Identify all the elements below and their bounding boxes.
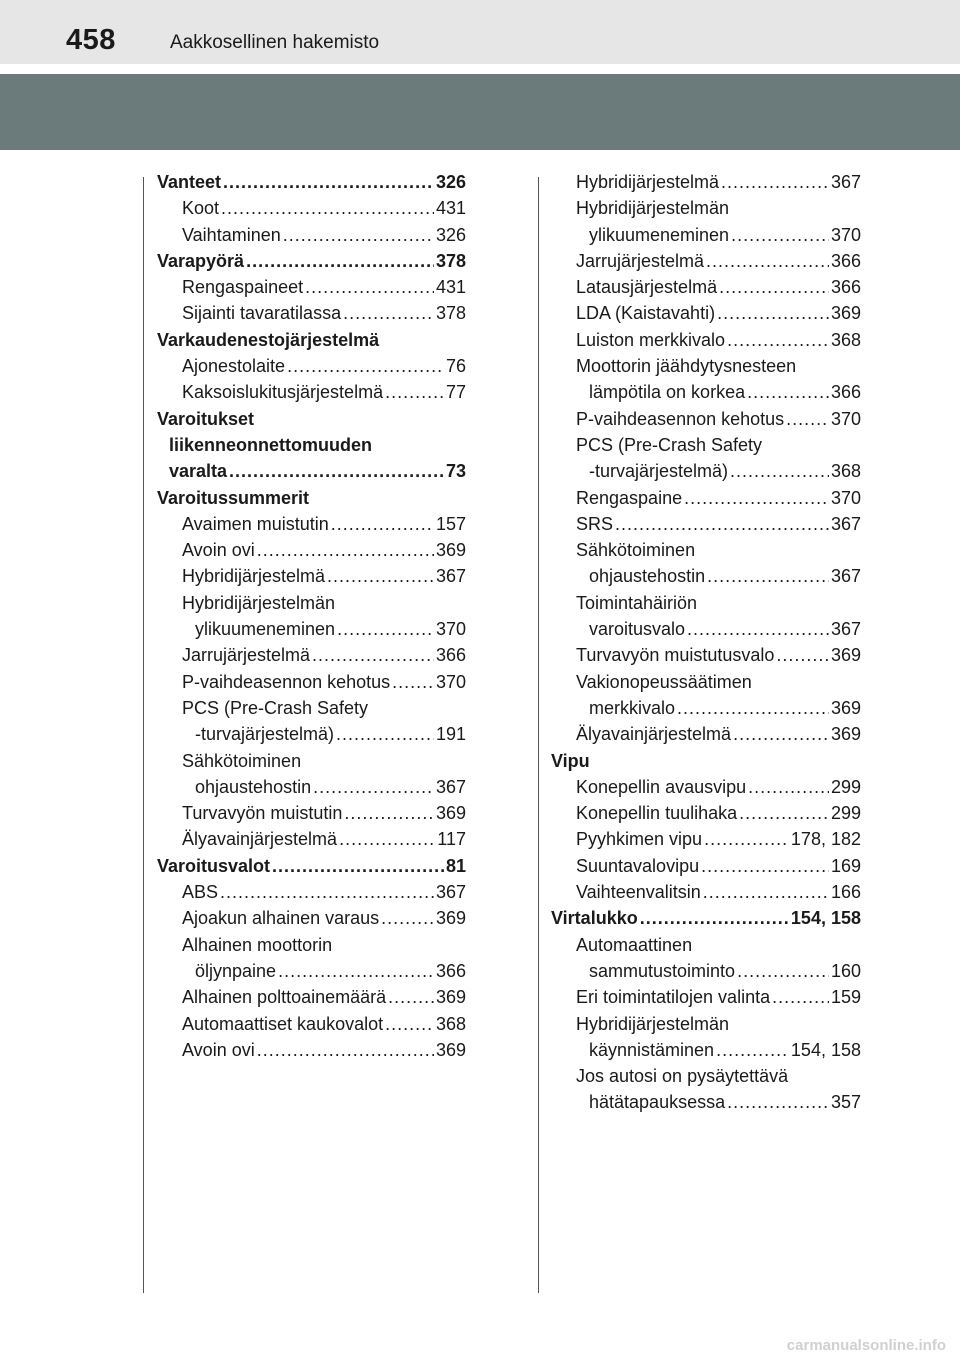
watermark: carmanualsonline.info [786,1337,946,1354]
index-entry-page: 368 [435,1013,466,1034]
index-entry-term: Hybridijärjestelmän [576,198,730,219]
index-entry-term: Varapyörä [157,250,245,271]
index-entry [551,511,861,537]
index-entry-page: 154, 158 [790,908,861,929]
index-entry-page: 369 [435,987,466,1008]
dot-leader [615,511,829,537]
index-entry-page: 366 [830,250,861,271]
dot-leader [305,274,434,300]
index-entry-page: 169 [830,855,861,876]
index-entry [551,169,861,195]
index-entry-page: 160 [830,960,861,981]
index-entry [551,984,861,1010]
index-entry-page: 367 [435,566,466,587]
index-entry-term: P-vaihdeasennon kehotus [182,671,391,692]
index-entry-term: Rengaspaine [576,487,683,508]
index-entry [157,195,466,221]
index-entry [551,195,861,221]
index-entry-page: 368 [830,461,861,482]
index-entry-term: P-vaihdeasennon kehotus [576,408,785,429]
index-entry [551,327,861,353]
index-entry [157,563,466,589]
index-entry-term: ylikuumeneminen [589,224,730,245]
index-entry [157,905,466,931]
index-entry-term: Hybridijärjestelmä [576,172,720,192]
index-entry-term: käynnistäminen [589,1039,715,1060]
index-entry-term: varalta [169,461,228,482]
index-entry [157,984,466,1010]
index-entry-term: Varkaudenestojärjestelmä [157,329,380,350]
dot-leader [327,563,434,589]
index-entry-term: Hybridijärjestelmän [182,592,336,613]
index-entry-term: Jarrujärjestelmä [576,250,705,271]
index-entry [551,563,861,589]
index-entry [551,748,861,774]
index-entry-term: ohjaustehostin [589,566,706,587]
index-entry-term: Turvavyön muistutusvalo [576,645,775,666]
index-entry [551,590,861,616]
page-header [0,0,960,64]
index-entry-page: 369 [830,645,861,666]
index-entry [157,248,466,274]
dot-leader [684,485,829,511]
index-entry-term: ohjaustehostin [195,776,312,797]
index-entry [551,274,861,300]
index-entry-page: 370 [435,619,466,640]
index-entry [551,1011,861,1037]
index-entry-page: 369 [830,697,861,718]
index-column-right [551,169,861,1116]
index-entry [551,406,861,432]
index-entry [157,327,466,353]
index-entry-term: Hybridijärjestelmän [576,1013,730,1034]
index-entry [551,800,861,826]
index-entry-term: Varoitusvalot [157,855,271,876]
index-entry [157,432,466,458]
index-entry-term: Vakionopeussäätimen [576,671,752,692]
dot-leader [701,853,829,879]
dot-leader [733,721,829,747]
index-entry-page: 326 [435,172,466,192]
index-entry [157,695,466,721]
index-entry [551,1063,861,1089]
index-entry-term: Jarrujärjestelmä [182,645,311,666]
index-entry [157,353,466,379]
dot-leader [721,169,829,195]
index-entry-page: 370 [830,224,861,245]
index-entry [157,800,466,826]
index-column-left [157,169,466,1063]
dot-leader [703,879,829,905]
index-entry-term: Vaihtaminen [182,224,281,245]
index-entry-term: PCS (Pre-Crash Safety [182,697,369,718]
index-entry-page: 154, 158 [790,1039,861,1060]
dot-leader [381,905,434,931]
index-entry [157,222,466,248]
dot-leader [776,642,829,668]
index-entry [157,879,466,905]
index-entry-page: 369 [435,908,466,929]
dot-leader [283,222,434,248]
dot-leader [748,774,829,800]
dot-leader [717,300,829,326]
index-entry-term: PCS (Pre-Crash Safety [576,434,763,455]
index-entry-page: 369 [435,803,466,824]
index-entry [157,590,466,616]
index-entry-term: hätätapauksessa [589,1092,726,1113]
index-entry-term: öljynpaine [195,960,277,981]
index-entry [157,642,466,668]
dot-leader [223,169,434,195]
left-column-rule [143,177,144,1293]
index-entry [157,1011,466,1037]
index-entry-page: 367 [830,172,861,192]
index-entry-term: Rengaspaineet [182,277,304,298]
index-entry-term: Suuntavalovipu [576,855,700,876]
index-entry-term: -turvajärjestelmä) [589,461,729,482]
index-entry [551,458,861,484]
index-entry [551,485,861,511]
index-entry-term: Automaattinen [576,934,693,955]
index-entry-page: 368 [830,329,861,350]
index-entry-term: Ajonestolaite [182,356,286,377]
index-entry [551,669,861,695]
index-entry [157,485,466,511]
index-entry-page: 367 [830,619,861,640]
index-entry [551,537,861,563]
index-entry-term: Koot [182,198,220,219]
index-entry-term: Sijainti tavaratilassa [182,303,342,324]
index-entry [157,537,466,563]
index-entry [157,169,466,195]
index-entry [551,1037,861,1063]
index-entry-page: 369 [435,1039,466,1060]
index-entry-page: 191 [435,724,466,745]
page-number: 458 [66,24,116,56]
page-title: Aakkosellinen hakemisto [170,32,380,53]
index-entry-page: 431 [435,198,466,219]
index-entry-page: 431 [435,277,466,298]
index-entry-term: sammutustoiminto [589,960,736,981]
index-entry [551,774,861,800]
dot-leader [730,458,829,484]
index-entry-term: Avoin ovi [182,1039,255,1060]
index-entry-term: Älyavainjärjestelmä [576,724,732,745]
index-entry [551,932,861,958]
index-entry-page: 369 [435,540,466,561]
index-entry-term: Alhainen moottorin [182,934,333,955]
index-entry-page: 166 [830,882,861,903]
index-entry-page: 81 [445,855,466,876]
index-entry-term: Vanteet [157,172,222,192]
dot-leader [331,511,434,537]
index-entry-term: Konepellin tuulihaka [576,803,738,824]
index-entry [551,222,861,248]
index-entry-page: 370 [830,408,861,429]
index-entry-term: ylikuumeneminen [195,619,336,640]
dot-leader [343,300,434,326]
dot-leader [220,879,434,905]
index-entry-page: 178, 182 [790,829,861,850]
index-entry-term: Luiston merkkivalo [576,329,726,350]
index-entry [157,853,466,879]
index-entry-term: Turvavyön muistutin [182,803,343,824]
dot-leader [385,379,444,405]
middle-column-rule [538,177,539,1293]
index-entry [157,826,466,852]
index-entry-term: Sähkötoiminen [182,750,302,771]
index-entry-page: 366 [830,382,861,403]
index-entry-term: lämpötila on korkea [589,382,746,403]
index-entry [157,748,466,774]
dot-leader [786,406,829,432]
dot-leader [388,984,434,1010]
index-entry-term: Varoitussummerit [157,487,310,508]
index-entry-page: 76 [445,356,466,377]
index-entry [157,300,466,326]
dot-leader [687,616,829,642]
index-entry [157,616,466,642]
dot-leader [739,800,829,826]
index-entry-page: 367 [435,776,466,797]
dot-leader [337,616,434,642]
dot-leader [221,195,434,221]
index-entry-page: 369 [830,724,861,745]
index-entry-term: merkkivalo [589,697,676,718]
index-entry [551,721,861,747]
index-entry [551,642,861,668]
index-entry-page: 117 [437,829,466,850]
index-entry [551,1089,861,1115]
index-entry [157,932,466,958]
dot-leader [312,642,434,668]
dot-leader [772,984,829,1010]
dot-leader [257,1037,434,1063]
dot-leader [719,274,829,300]
index-entry-term: SRS [576,513,614,534]
index-entry-term: Latausjärjestelmä [576,277,718,298]
dot-leader [257,537,434,563]
dot-leader [727,1089,829,1115]
index-entry-term: Hybridijärjestelmä [182,566,326,587]
index-entry [157,1037,466,1063]
dot-leader [313,774,434,800]
dot-leader [385,1011,434,1037]
dot-leader [704,826,789,852]
index-entry [551,879,861,905]
index-entry-page: 157 [435,513,466,534]
index-entry-term: Vaihteenvalitsin [576,882,701,903]
dot-leader [640,905,789,931]
dot-leader [747,379,829,405]
index-entry [551,353,861,379]
index-entry-term: ABS [182,882,219,903]
index-entry-page: 366 [830,277,861,298]
section-banner [0,74,960,150]
dot-leader [727,327,829,353]
index-entry [551,958,861,984]
index-entry-page: 77 [445,382,466,403]
dot-leader [339,826,435,852]
index-entry-term: Moottorin jäähdytysnesteen [576,356,797,377]
index-entry [157,406,466,432]
index-entry-page: 369 [830,303,861,324]
index-entry-page: 366 [435,645,466,666]
index-entry-term: Jos autosi on pysäytettävä [576,1066,789,1087]
dot-leader [336,721,434,747]
index-entry-page: 370 [435,671,466,692]
index-entry [551,248,861,274]
index-entry-term: Vipu [551,750,590,771]
index-entry-term: Varoitukset [157,408,255,429]
index-entry [551,695,861,721]
index-entry-term: varoitusvalo [589,619,686,640]
index-entry-page: 326 [435,224,466,245]
dot-leader [229,458,444,484]
index-entry-term: Konepellin avausvipu [576,776,747,797]
index-entry-page: 367 [830,566,861,587]
index-entry-page: 73 [445,461,466,482]
dot-leader [706,248,829,274]
index-entry-term: Automaattiset kaukovalot [182,1013,384,1034]
index-entry-term: Toimintahäiriön [576,592,698,613]
index-entry-term: Ajoakun alhainen varaus [182,908,380,929]
index-entry-page: 367 [435,882,466,903]
index-entry [157,274,466,300]
index-entry [157,669,466,695]
index-entry [157,958,466,984]
index-entry-page: 299 [830,803,861,824]
index-entry [551,432,861,458]
index-entry-term: Pyyhkimen vipu [576,829,703,850]
index-entry-page: 378 [435,250,466,271]
dot-leader [278,958,434,984]
index-entry-term: Virtalukko [551,908,638,929]
index-entry-page: 378 [435,303,466,324]
dot-leader [677,695,829,721]
index-entry [157,379,466,405]
index-entry-term: -turvajärjestelmä) [195,724,335,745]
index-entry-page: 357 [830,1092,861,1113]
dot-leader [716,1037,789,1063]
dot-leader [287,353,444,379]
index-entry [551,853,861,879]
index-entry-term: Sähkötoiminen [576,540,696,561]
dot-leader [272,853,444,879]
dot-leader [246,248,434,274]
index-entry-term: Avaimen muistutin [182,513,329,534]
dot-leader [731,222,829,248]
index-entry [157,511,466,537]
dot-leader [707,563,829,589]
index-entry-term: liikenneonnettomuuden [169,434,373,455]
index-entry [551,616,861,642]
index-entry-term: Älyavainjärjestelmä [182,829,338,850]
index-entry-page: 370 [830,487,861,508]
dot-leader [344,800,434,826]
index-entry [551,300,861,326]
index-entry [157,774,466,800]
index-entry-term: Eri toimintatilojen valinta [576,987,771,1008]
index-entry [157,721,466,747]
dot-leader [737,958,829,984]
index-entry [551,379,861,405]
index-entry-page: 367 [830,513,861,534]
index-entry-page: 159 [830,987,861,1008]
index-entry [551,826,861,852]
index-entry [551,905,861,931]
index-entry-term: LDA (Kaistavahti) [576,303,716,324]
index-entry-term: Kaksoislukitusjärjestelmä [182,382,384,403]
index-entry [157,458,466,484]
index-entry-term: Avoin ovi [182,540,255,561]
dot-leader [392,669,434,695]
index-entry-page: 299 [830,776,861,797]
index-entry-term: Alhainen polttoainemäärä [182,987,387,1008]
index-entry-page: 366 [435,960,466,981]
